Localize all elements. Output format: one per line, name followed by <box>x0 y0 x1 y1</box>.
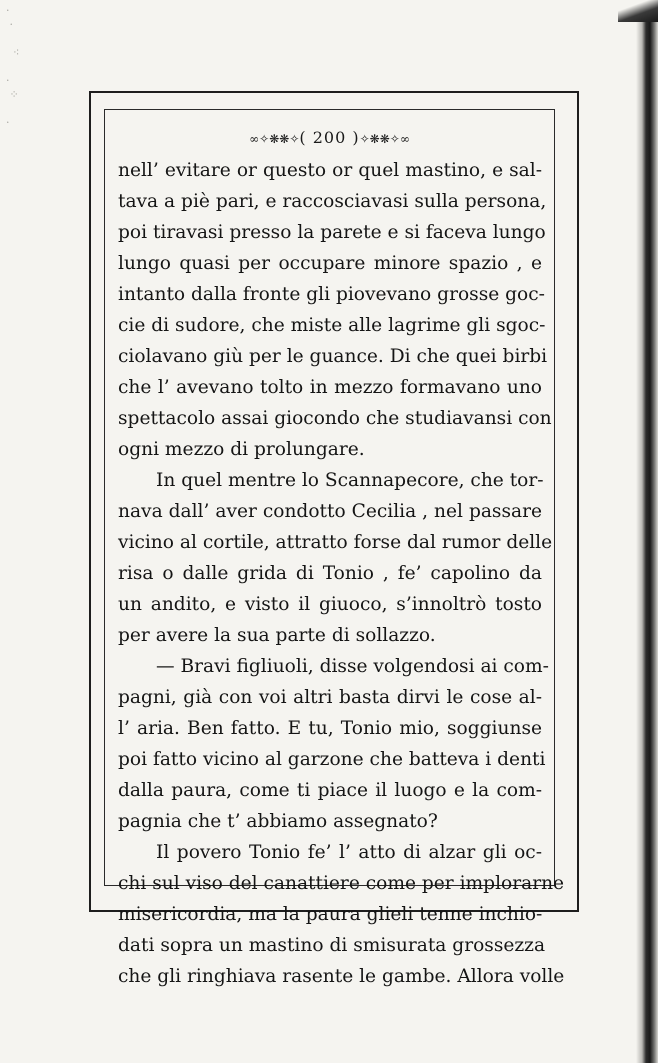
paper-specks-decoration: · · ⁖ · ⁘ · <box>6 4 20 129</box>
text-line: lungo quasi per occupare minore spazio , e <box>118 253 542 274</box>
text-line: pagnia che t’ abbiamo assegnato? <box>118 811 438 832</box>
text-line: dati sopra un mastino di smisurata grossezza <box>118 935 546 956</box>
text-line: spettacolo assai giocondo che studiavansi con <box>118 408 552 429</box>
text-line: — Bravi figliuoli, disse volgendosi ai com- <box>156 656 549 677</box>
right-ornament-icon: ✧❋❋✧∞ <box>359 132 410 146</box>
body-text <box>118 155 565 992</box>
text-line: nell’ evitare or questo or quel mastino, e sal- <box>118 160 542 181</box>
text-line: chi sul viso del canattiere come per implorarne <box>118 873 565 894</box>
text-line: intanto dalla fronte gli piovevano grosse goc- <box>118 284 545 305</box>
text-line: dalla paura, come ti piace il luogo e la com- <box>118 780 542 801</box>
text-line: cie di sudore, che miste alle lagrime gli sgoc- <box>118 315 546 336</box>
page-number: ( 200 ) <box>299 128 360 147</box>
page-header <box>104 128 555 147</box>
text-line: tava a piè pari, e raccosciavasi sulla persona, <box>118 191 547 212</box>
left-ornament-icon: ∞✧❋❋✧ <box>249 132 300 146</box>
text-line: ogni mezzo di prolungare. <box>118 439 365 460</box>
text-line: vicino al cortile, attratto forse dal rumor delle <box>118 532 553 553</box>
text-line: poi fatto vicino al garzone che batteva i denti <box>118 749 546 770</box>
text-line: ciolavano giù per le guance. Di che quei birbi <box>118 346 548 367</box>
text-line: poi tiravasi presso la parete e si faceva lungo <box>118 222 546 243</box>
text-line: nava dall’ aver condotto Cecilia , nel passare <box>118 501 542 522</box>
text-line: risa o dalle grida di Tonio , fe’ capolino da <box>118 563 542 584</box>
text-line: misericordia, ma la paura glieli tenne inchio- <box>118 904 543 925</box>
text-line: l’ aria. Ben fatto. E tu, Tonio mio, soggiunse <box>118 718 542 739</box>
text-line: Il povero Tonio fe’ l’ atto di alzar gli oc- <box>156 842 542 863</box>
text-line: che l’ avevano tolto in mezzo formavano uno <box>118 377 542 398</box>
text-line: un andito, e visto il giuoco, s’innoltrò tosto <box>118 594 542 615</box>
text-line: che gli ringhiava rasente le gambe. Allora volle <box>118 966 565 987</box>
text-line: per avere la sua parte di sollazzo. <box>118 625 436 646</box>
text-line: In quel mentre lo Scannapecore, che tor- <box>156 470 544 491</box>
text-line: pagni, già con voi altri basta dirvi le cose al- <box>118 687 542 708</box>
binding-edge <box>636 0 658 1063</box>
binding-corner <box>618 0 658 22</box>
